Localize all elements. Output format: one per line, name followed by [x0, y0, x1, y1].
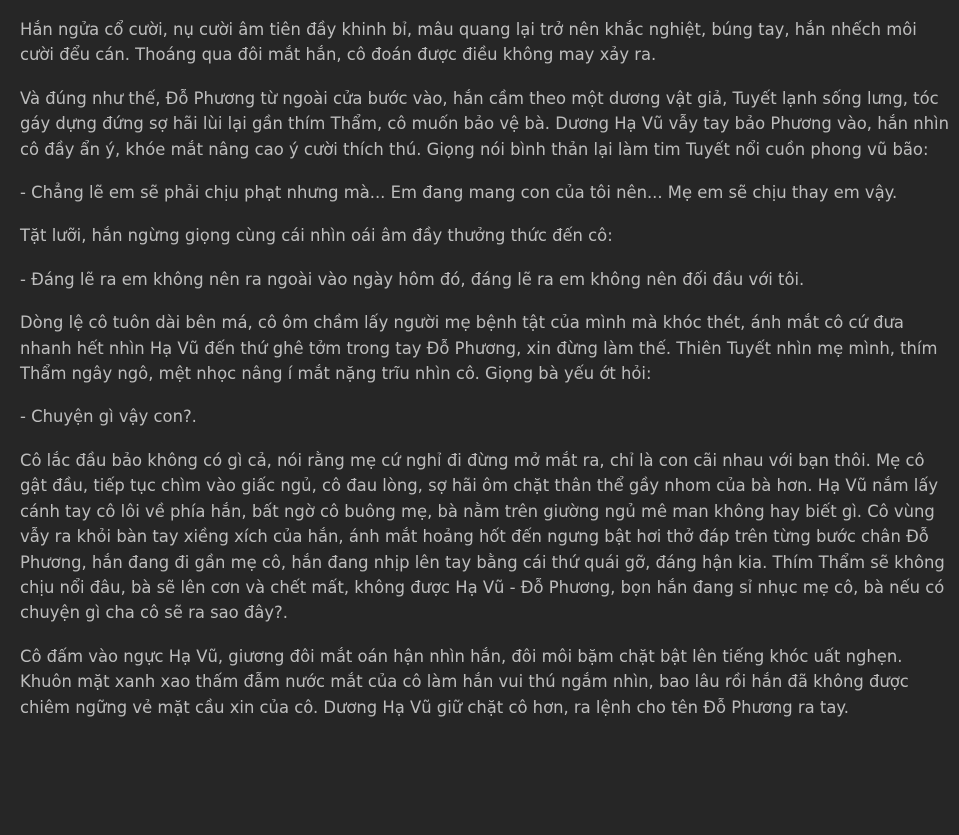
story-text [20, 17, 953, 720]
paragraph: Cô đấm vào ngực Hạ Vũ, giương đôi mắt oán hận nhìn hắn, đôi môi bặm chặt bật lên tiếng khóc uất nghẹn. Khuôn mặt xanh xao thấm đẫm nước mắt của cô làm hắn vui thú ngắm nhìn, bao lâu rồi hắn đã không được chiêm ngững vẻ mặt cầu xin của cô. Dương Hạ Vũ giữ chặt cô hơn, ra lệnh cho tên Đỗ Phương ra tay. [20, 646, 909, 717]
dialogue-line: - Đáng lẽ ra em không nên ra ngoài vào ngày hôm đó, đáng lẽ ra em không nên đối đầu với tôi. [20, 269, 805, 289]
dialogue-line: - Chẳng lẽ em sẽ phải chịu phạt nhưng mà... Em đang mang con của tôi nên... Mẹ em sẽ chịu thay em vậy. [20, 183, 898, 203]
paragraph: Dòng lệ cô tuôn dài bên má, cô ôm chầm lấy người mẹ bệnh tật của mình mà khóc thét, ánh mắt cô cứ đưa nhanh hết nhìn Hạ Vũ đến thứ ghê tởm trong tay Đỗ Phương, xin đừng làm thế. Thiên Tuyết nhìn mẹ mình, thím Thẩm ngây ngô, mệt nhọc nâng í mắt nặng trĩu nhìn cô. Giọng bà yếu ớt hỏi: [20, 313, 938, 384]
paragraph: Hắn ngửa cổ cười, nụ cười âm tiên đầy khinh bỉ, mâu quang lại trở nên khắc nghiệt, búng tay, hắn nhếch môi cười đểu cán. Thoáng qua đôi mắt hắn, cô đoán được điều không may xảy ra. [20, 20, 917, 65]
dialogue-line: - Chuyện gì vậy con?. [20, 407, 197, 427]
paragraph: Cô lắc đầu bảo không có gì cả, nói rằng mẹ cứ nghỉ đi đừng mở mắt ra, chỉ là con cãi nhau với bạn thôi. Mẹ cô gật đầu, tiếp tục chìm vào giấc ngủ, cô đau lòng, sợ hãi ôm chặt thân thể gầy nhom của bà hơn. Hạ Vũ nắm lấy cánh tay cô lôi về phía hắn, bất ngờ cô buông mẹ, bà nằm trên giường ngủ mê man không hay biết gì. Cô vùng vẫy ra khỏi bàn tay xiềng xích của hắn, ánh mắt hoảng hốt đến ngưng bật hơi thở đáp trên từng bước chân Đỗ Phương, hắn đang đi gần mẹ cô, hắn đang nhịp lên tay bằng cái thứ quái gỡ, đáng hận kia. Thím Thẩm sẽ không chịu nổi đâu, bà sẽ lên cơn và chết mất, không được Hạ Vũ - Đỗ Phương, bọn hắn đang sỉ nhục mẹ cô, bà nếu có chuyện gì cha cô sẽ ra sao đây?. [20, 450, 945, 623]
paragraph: Và đúng như thế, Đỗ Phương từ ngoài cửa bước vào, hắn cầm theo một dương vật giả, Tuyết lạnh sống lưng, tóc gáy dựng đứng sợ hãi lùi lại gần thím Thẩm, cô muốn bảo vệ bà. Dương Hạ Vũ vẫy tay bảo Phương vào, hắn nhìn cô đầy ẩn ý, khóe mắt nâng cao ý cười thích thú. Giọng nói bình thản lại làm tim Tuyết nổi cuồn phong vũ bão: [20, 88, 949, 159]
paragraph: Tặt lưỡi, hắn ngừng giọng cùng cái nhìn oái âm đầy thưởng thức đến cô: [20, 226, 613, 246]
